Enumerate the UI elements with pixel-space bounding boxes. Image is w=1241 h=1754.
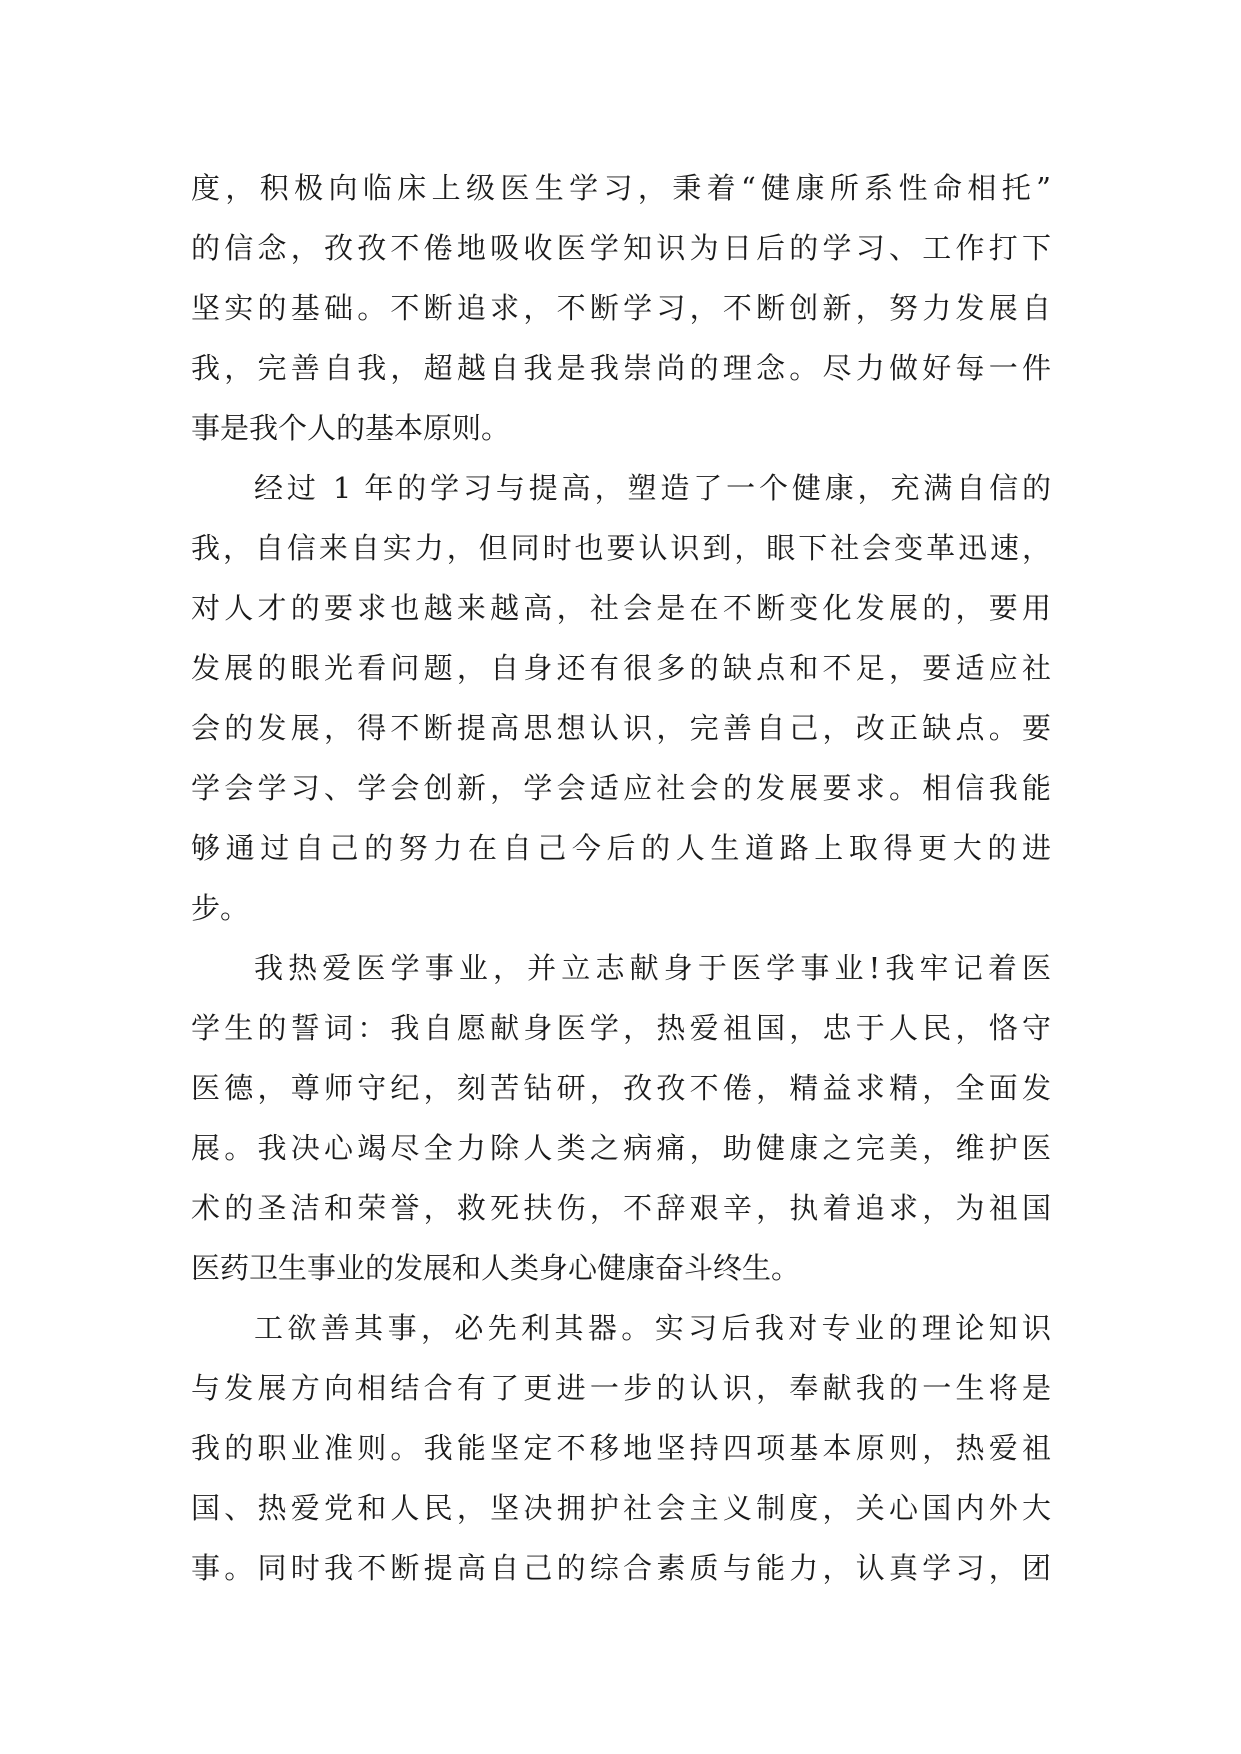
text-line: 我的职业准则。我能坚定不移地坚持四项基本原则，热爱祖 <box>191 1431 1051 1465</box>
text-line: 医德，尊师守纪，刻苦钻研，孜孜不倦，精益求精，全面发 <box>191 1071 1051 1105</box>
text-line: 与发展方向相结合有了更进一步的认识，奉献我的一生将是 <box>191 1371 1051 1405</box>
text-line: 展。我决心竭尽全力除人类之病痛，助健康之完美，维护医 <box>191 1131 1051 1165</box>
text-line: 事是我个人的基本原则。 <box>191 411 511 445</box>
text-line: 坚实的基础。不断追求，不断学习，不断创新，努力发展自 <box>191 291 1051 325</box>
document-body <box>191 158 1051 1598</box>
text-line: 工欲善其事，必先利其器。实习后我对专业的理论知识 <box>254 1311 1051 1345</box>
text-line: 国、热爱党和人民，坚决拥护社会主义制度，关心国内外大 <box>191 1491 1051 1525</box>
paragraph <box>191 458 1051 938</box>
text-line: 学生的誓词：我自愿献身医学，热爱祖国，忠于人民，恪守 <box>191 1011 1051 1045</box>
text-line: 的信念，孜孜不倦地吸收医学知识为日后的学习、工作打下 <box>191 231 1051 265</box>
text-line: 我，完善自我，超越自我是我崇尚的理念。尽力做好每一件 <box>191 351 1051 385</box>
text-line: 步。 <box>191 891 250 925</box>
text-line: 经过 1 年的学习与提高，塑造了一个健康，充满自信的 <box>254 471 1051 505</box>
text-line: 够通过自己的努力在自己今后的人生道路上取得更大的进 <box>191 831 1051 865</box>
paragraph <box>191 938 1051 1298</box>
text-line: 我热爱医学事业，并立志献身于医学事业!我牢记着医 <box>254 951 1051 985</box>
text-line: 对人才的要求也越来越高，社会是在不断变化发展的，要用 <box>191 591 1051 625</box>
text-line: 我，自信来自实力，但同时也要认识到，眼下社会变革迅速， <box>191 531 1051 565</box>
text-line: 会的发展，得不断提高思想认识，完善自己，改正缺点。要 <box>191 711 1051 745</box>
paragraph <box>191 158 1051 458</box>
text-line: 发展的眼光看问题，自身还有很多的缺点和不足，要适应社 <box>191 651 1051 685</box>
text-line: 术的圣洁和荣誉，救死扶伤，不辞艰辛，执着追求，为祖国 <box>191 1191 1051 1225</box>
text-line: 学会学习、学会创新，学会适应社会的发展要求。相信我能 <box>191 771 1051 805</box>
text-line: 医药卫生事业的发展和人类身心健康奋斗终生。 <box>191 1251 801 1285</box>
text-line: 度，积极向临床上级医生学习，秉着“健康所系性命相托” <box>191 171 1051 205</box>
text-line: 事。同时我不断提高自己的综合素质与能力，认真学习，团 <box>191 1551 1051 1585</box>
paragraph <box>191 1298 1051 1598</box>
